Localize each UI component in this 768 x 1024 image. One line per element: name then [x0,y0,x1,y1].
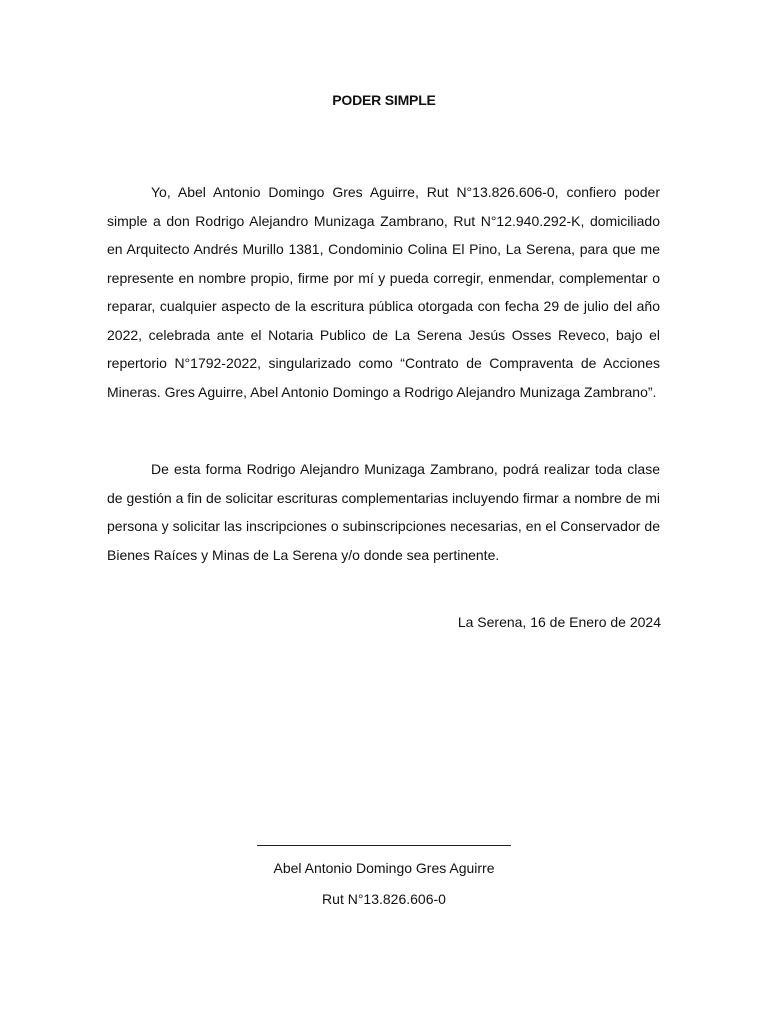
paragraph-grant-of-power: Yo, Abel Antonio Domingo Gres Aguirre, Rut N°13.826.606-0, confiero poder simple a don Rodrigo Alejandro Munizaga Zambrano, Rut N°12.940.292-K, domiciliado en Arquitecto Andrés Murillo 1381, Condominio Colina El Pino, La Serena, para que me represente en nombre propio, firme por mí y pueda corregir, enmendar, complementar o reparar, cualquier aspecto de la escritura pública otorgada con fecha 29 de julio del año 2022, celebrada ante el Notaria Publico de La Serena Jesús Osses Reveco, bajo el repertorio N°1792-2022, singularizado como “Contrato de Compraventa de Acciones Mineras. Gres Aguirre, Abel Antonio Domingo a Rodrigo Alejandro Munizaga Zambrano”. [107,184,660,400]
document-title: PODER SIMPLE [332,92,436,108]
place-and-date: La Serena, 16 de Enero de 2024 [457,614,661,630]
signature-line [257,845,511,846]
paragraph-scope-of-power: De esta forma Rodrigo Alejandro Munizaga Zambrano, podrá realizar toda clase de gestión a fin de solicitar escrituras complementarias incluyendo firmar a nombre de mi persona y solicitar las inscripciones o subinscripciones necesarias, en el Conservador de Bienes Raíces y Minas de La Serena y/o donde sea pertinente. [107,461,660,563]
signatory-name: Abel Antonio Domingo Gres Aguirre [273,860,495,876]
signatory-rut: Rut N°13.826.606-0 [322,891,446,907]
